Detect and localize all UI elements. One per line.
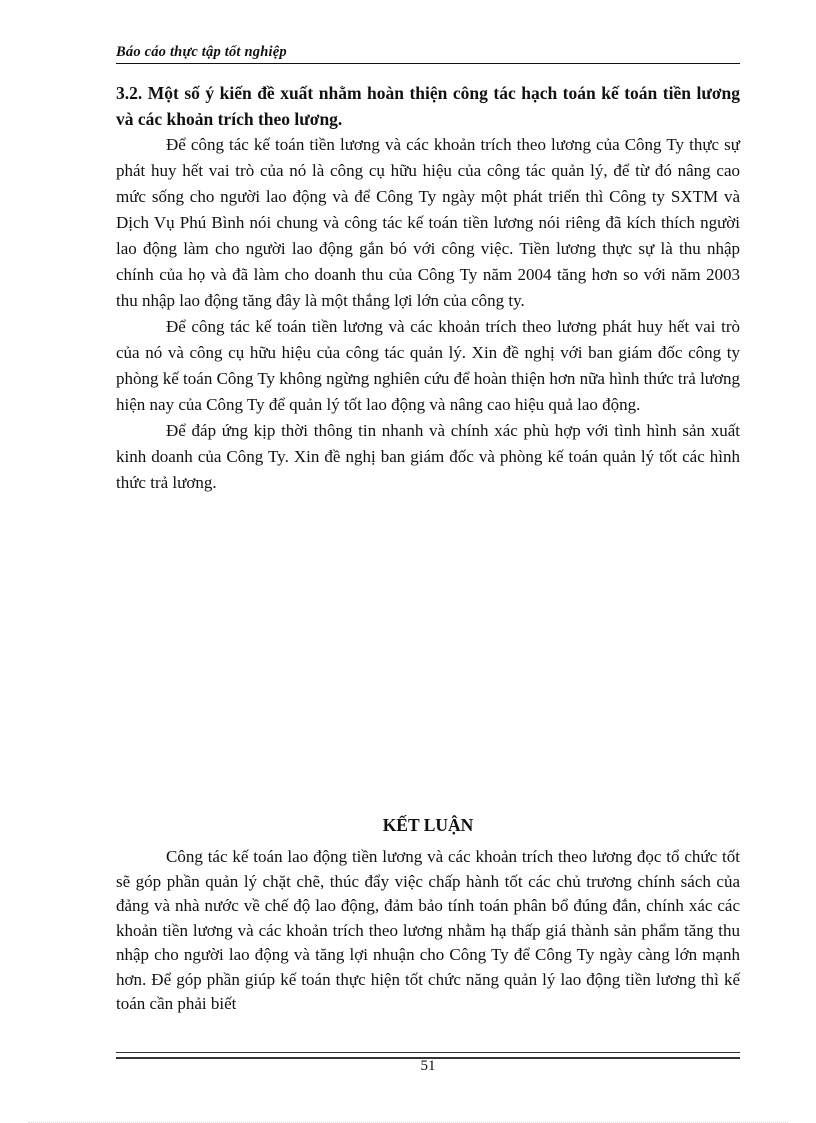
header-title: Báo cáo thực tập tốt nghiệp <box>116 44 287 60</box>
conclusion-title: KẾT LUẬN <box>382 815 474 835</box>
conclusion-paragraph: Công tác kế toán lao động tiền lương và các khoản trích theo lương đọc tổ chức tốt sẽ góp phần quản lý chặt chẽ, thúc đẩy việc chấp hành tốt các chủ trương chính sách của đảng và nhà nước về chế độ lao động, đảm bảo tính toán phân bổ đúng đắn, chính xác các khoản tiền lương và các khoản trích theo lương nhằm hạ thấp giá thành sản phẩm tăng thu nhập cho người lao động và tăng lợi nhuận cho Công Ty để Công Ty ngày càng lớn mạnh hơn. Để góp phần giúp kế toán thực hiện tốt chức năng quản lý lao động tiền lương thì kế toán cần phải biết <box>116 847 740 1013</box>
page-header <box>116 44 740 64</box>
paragraph: Để công tác kế toán tiền lương và các khoản trích theo lương của Công Ty thực sự phát huy hết vai trò của nó là công cụ hữu hiệu của công tác quản lý, để từ đó nâng cao mức sống cho người lao động và để Công Ty ngày một phát triển thì Công ty SXTM và Dịch Vụ Phú Bình nói chung và công tác kế toán tiền lương nói riêng đã kích thích người lao động làm cho người lao động gắn bó với công việc. Tiền lương thực sự là thu nhập chính của họ và đã làm cho doanh thu của Công Ty năm 2004 tăng hơn so với năm 2003 thu nhập lao động tăng đây là một thắng lợi lớn của công ty. <box>116 135 740 310</box>
section-heading: 3.2. Một số ý kiến đề xuất nhằm hoàn thiện công tác hạch toán kế toán tiền lương và các khoản trích theo lương. <box>116 83 740 129</box>
section-body <box>116 80 740 496</box>
paragraph: Để công tác kế toán tiền lương và các khoản trích theo lương phát huy hết vai trò của nó và công cụ hữu hiệu của công tác quản lý. Xin đề nghị với ban giám đốc công ty phòng kế toán Công Ty không ngừng nghiên cứu để hoàn thiện hơn nữa hình thức trả lương hiện nay của Công Ty để quản lý tốt lao động và nâng cao hiệu quả lao động. <box>116 317 740 414</box>
conclusion-body <box>116 845 740 1017</box>
paragraph: Để đáp ứng kịp thời thông tin nhanh và chính xác phù hợp với tình hình sản xuất kinh doanh của Công Ty. Xin đề nghị ban giám đốc và phòng kế toán quản lý tốt các hình thức trả lương. <box>116 421 740 492</box>
page-number: 51 <box>420 1058 436 1074</box>
